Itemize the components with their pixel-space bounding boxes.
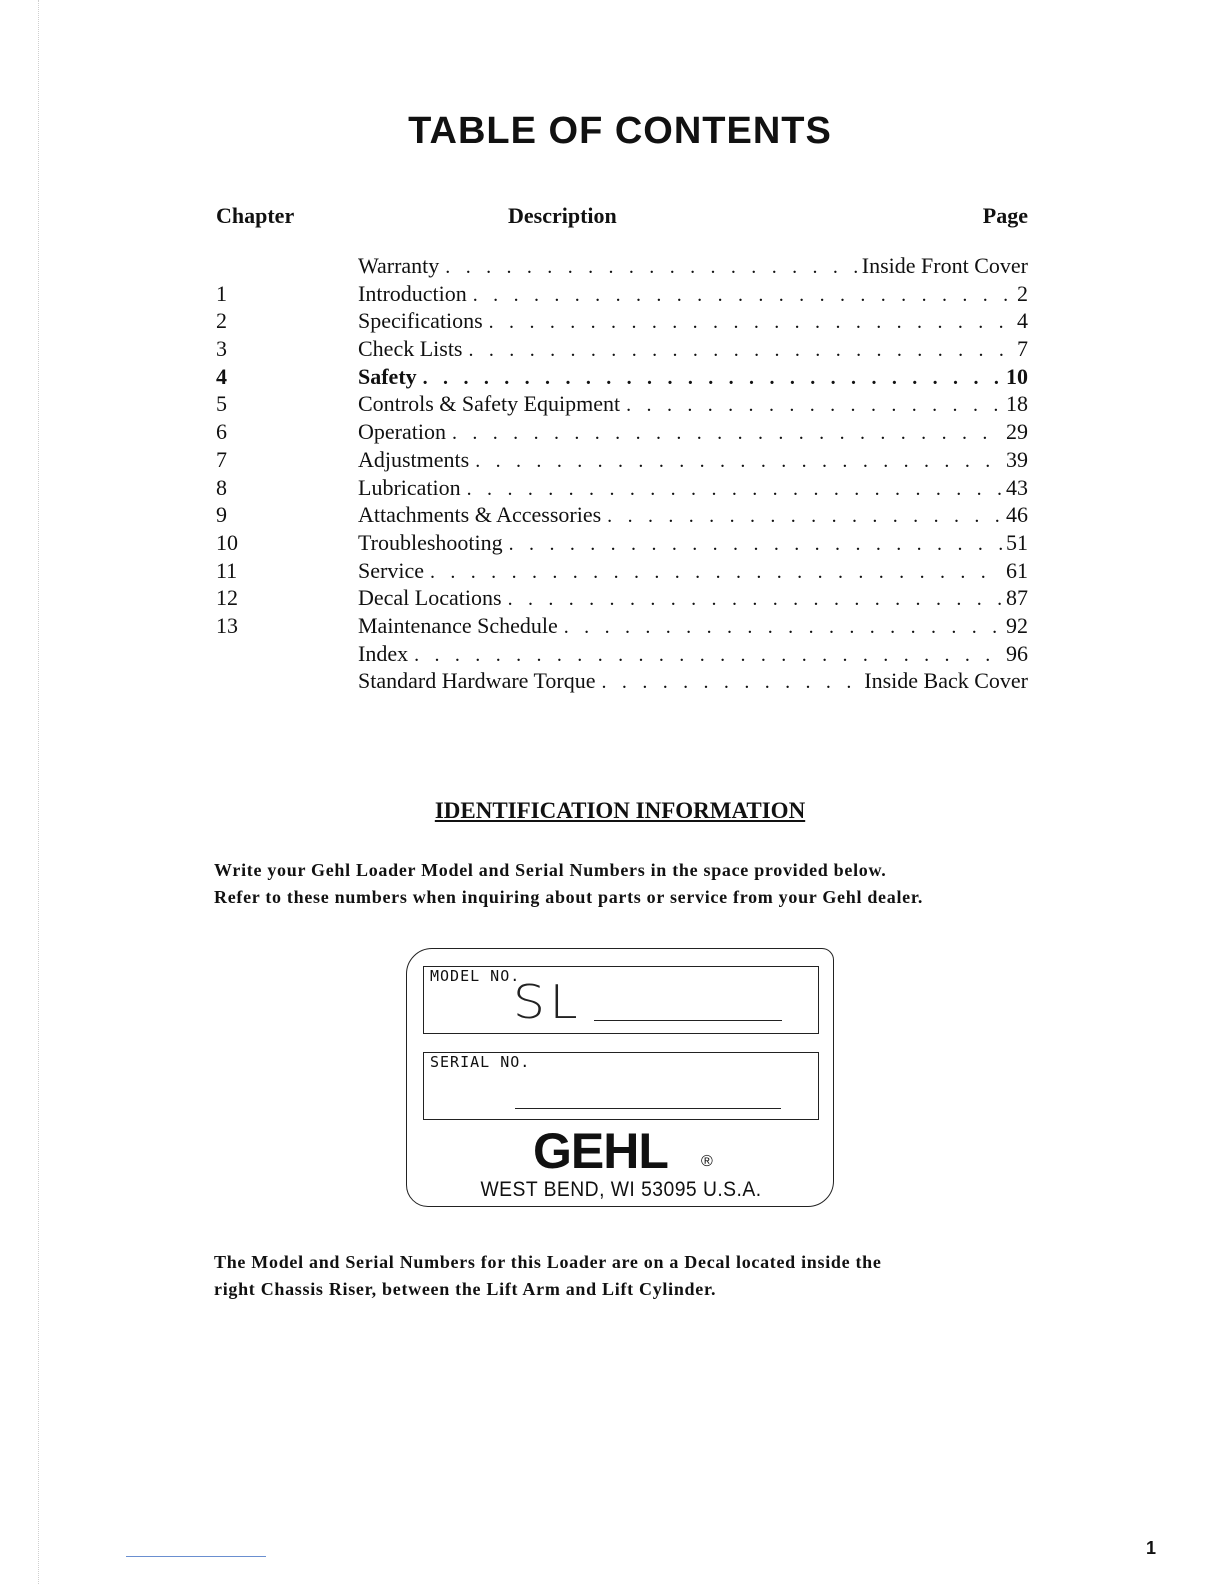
toc-row <box>216 446 1028 474</box>
toc-dot-leader <box>626 392 1002 420</box>
toc-dot-leader <box>602 669 861 697</box>
toc-page-number: 43 <box>1006 474 1028 500</box>
toc-entry <box>358 474 1028 504</box>
toc-dot-leader <box>414 642 1002 670</box>
toc-page-number: 4 <box>1017 308 1028 334</box>
toc-page-number: 61 <box>1006 557 1028 583</box>
toc-description: Specifications <box>358 308 483 334</box>
registered-mark: ® <box>701 1153 713 1170</box>
toc-description: Decal Locations <box>358 585 502 611</box>
toc-entry <box>358 390 1028 420</box>
toc-dot-leader <box>473 282 1013 310</box>
toc-entry <box>358 363 1028 393</box>
toc-page-number: 87 <box>1006 585 1028 611</box>
model-number-label: MODEL NO. <box>430 967 521 985</box>
toc-dot-leader <box>430 559 1002 587</box>
page-title: TABLE OF CONTENTS <box>408 110 832 152</box>
toc-row <box>216 363 1028 391</box>
toc-dot-leader <box>475 448 1002 476</box>
toc-description: Operation <box>358 419 446 445</box>
toc-page-number: 7 <box>1017 336 1028 362</box>
toc-page-number: 29 <box>1006 419 1028 445</box>
toc-row <box>216 335 1028 363</box>
toc-dot-leader <box>508 586 1002 614</box>
toc-row <box>216 418 1028 446</box>
toc-page-number: 18 <box>1006 391 1028 417</box>
toc-entry <box>358 335 1028 365</box>
toc-description: Check Lists <box>358 336 463 362</box>
toc-description: Index <box>358 640 409 666</box>
toc-description: Warranty <box>358 253 440 278</box>
toc-entry <box>358 557 1028 587</box>
toc-chapter-number: 5 <box>216 391 227 417</box>
toc-description: Introduction <box>358 280 467 306</box>
toc-page-number: 39 <box>1006 446 1028 472</box>
serial-number-blank <box>515 1108 781 1109</box>
location-line-1: The Model and Serial Numbers for this Loader are on a Decal located inside the <box>214 1252 882 1272</box>
toc-dot-leader <box>509 531 1002 559</box>
toc-row <box>216 640 1028 668</box>
toc-entry <box>358 418 1028 448</box>
toc-page-number: Inside Back Cover <box>864 668 1028 694</box>
model-number-field <box>423 966 819 1034</box>
column-header-page: Page <box>982 203 1028 228</box>
margin-line <box>38 0 39 1584</box>
toc-page-number: 92 <box>1006 612 1028 638</box>
toc-row <box>216 667 1028 695</box>
toc-description: Lubrication <box>358 474 461 500</box>
toc-chapter-number: 10 <box>216 529 238 555</box>
toc-row <box>216 252 1028 280</box>
toc-dot-leader <box>469 337 1014 365</box>
toc-dot-leader <box>445 254 858 282</box>
toc-chapter-number: 12 <box>216 585 238 611</box>
toc-chapter-number: 11 <box>216 557 238 583</box>
model-number-blank <box>594 1020 782 1021</box>
serial-number-label: SERIAL NO. <box>430 1053 531 1071</box>
toc-row <box>216 390 1028 418</box>
toc-chapter-number: 6 <box>216 419 227 445</box>
toc-entry <box>358 640 1028 670</box>
toc-chapter-number: 2 <box>216 308 227 334</box>
toc-dot-leader <box>607 503 1002 531</box>
toc-chapter-number: 9 <box>216 502 227 528</box>
toc-description: Attachments & Accessories <box>358 502 602 528</box>
toc-chapter-number: 3 <box>216 336 227 362</box>
toc-chapter-number: 13 <box>216 612 238 638</box>
toc-page-number: 10 <box>1006 363 1028 389</box>
instructions-line-2: Refer to these numbers when inquiring about parts or service from your Gehl dealer. <box>214 886 924 907</box>
toc-dot-leader <box>452 420 1002 448</box>
toc-row <box>216 307 1028 335</box>
company-address: WEST BEND, WI 53095 U.S.A. <box>480 1178 762 1201</box>
page-number: 1 <box>1146 1538 1157 1558</box>
column-header-chapter: Chapter <box>216 203 295 228</box>
table-of-contents <box>216 252 1028 695</box>
toc-entry <box>358 501 1028 531</box>
toc-dot-leader <box>423 365 1002 393</box>
toc-chapter-number: 7 <box>216 446 227 472</box>
toc-entry <box>358 529 1028 559</box>
toc-entry <box>358 667 1028 697</box>
toc-description: Maintenance Schedule <box>358 612 558 638</box>
toc-entry <box>358 612 1028 642</box>
footer-rule <box>126 1556 266 1557</box>
toc-entry <box>358 446 1028 476</box>
model-prefix: SL <box>512 975 582 1029</box>
toc-row <box>216 557 1028 585</box>
toc-chapter-number: 1 <box>216 280 227 306</box>
column-header-description: Description <box>508 203 617 228</box>
toc-description: Controls & Safety Equipment <box>358 391 621 417</box>
toc-page-number: 96 <box>1006 640 1028 666</box>
toc-entry <box>358 280 1028 310</box>
toc-page-number: Inside Front Cover <box>861 253 1028 278</box>
toc-dot-leader <box>564 614 1002 642</box>
instructions-line-1: Write your Gehl Loader Model and Serial Numbers in the space provided below. <box>214 860 887 880</box>
toc-entry <box>358 307 1028 337</box>
toc-row <box>216 501 1028 529</box>
toc-description: Troubleshooting <box>358 529 503 555</box>
toc-description: Adjustments <box>358 446 470 472</box>
toc-row <box>216 280 1028 308</box>
toc-description: Service <box>358 557 424 583</box>
toc-dot-leader <box>467 476 1002 504</box>
decal-location-note <box>214 1249 1034 1302</box>
toc-description: Safety <box>358 363 417 389</box>
serial-number-field <box>423 1052 819 1120</box>
toc-row <box>216 529 1028 557</box>
gehl-logo: GEHL <box>533 1123 668 1179</box>
toc-entry <box>358 584 1028 614</box>
toc-page-number: 2 <box>1017 280 1028 306</box>
identification-decal <box>406 948 834 1207</box>
location-line-2: right Chassis Riser, between the Lift Arm and Lift Cylinder. <box>214 1278 717 1299</box>
toc-description: Standard Hardware Torque <box>358 668 596 694</box>
identification-heading: IDENTIFICATION INFORMATION <box>434 798 806 823</box>
toc-row <box>216 474 1028 502</box>
toc-row <box>216 612 1028 640</box>
identification-instructions <box>214 857 1034 910</box>
toc-chapter-number: 4 <box>216 363 227 389</box>
toc-dot-leader <box>489 309 1013 337</box>
toc-chapter-number: 8 <box>216 474 227 500</box>
toc-row <box>216 584 1028 612</box>
toc-page-number: 46 <box>1006 502 1028 528</box>
toc-entry <box>358 252 1028 282</box>
toc-page-number: 51 <box>1006 529 1028 555</box>
